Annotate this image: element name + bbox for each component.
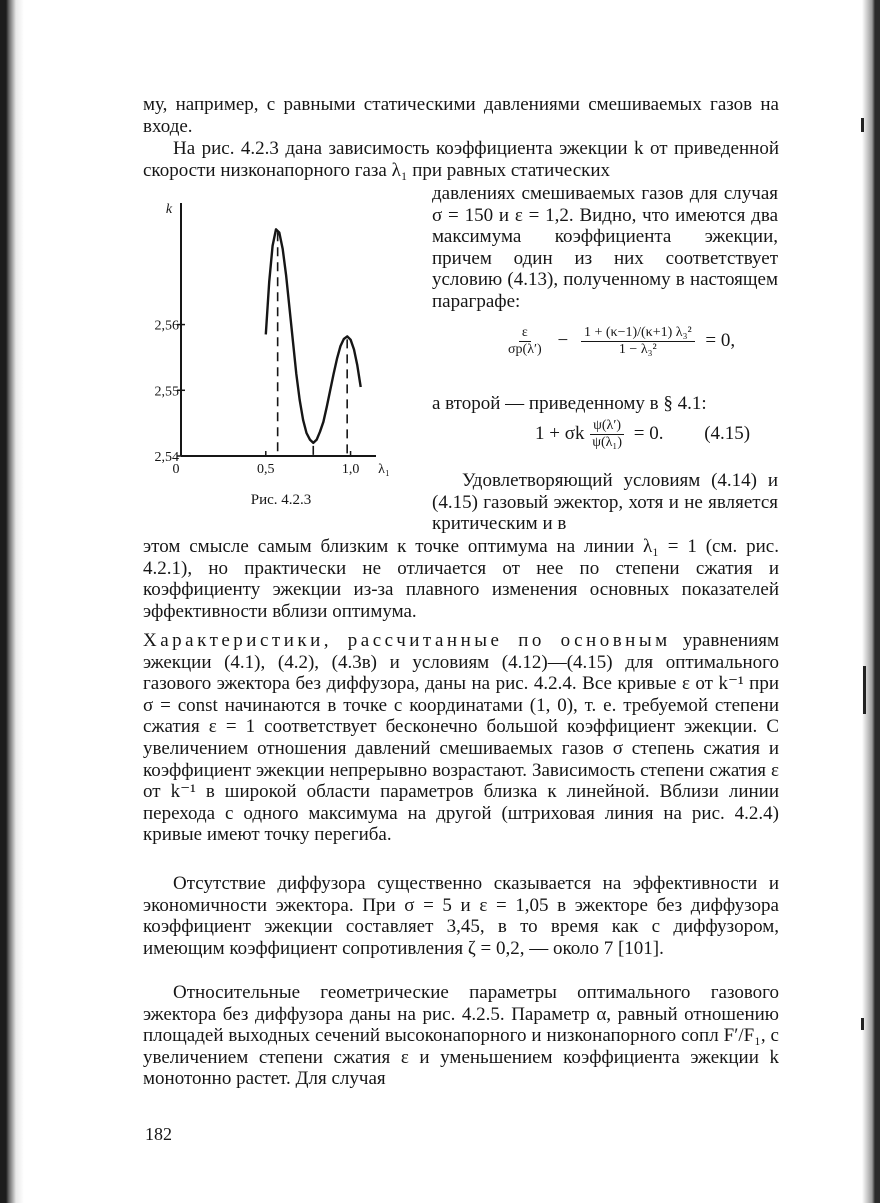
eq1-fraction-2 [581, 325, 695, 358]
paragraph-3-side: а второй — приведенному в § 4.1: [432, 393, 707, 414]
eq2-lhs: 1 + σk [535, 422, 585, 444]
y-tick-label: 2,55 [154, 384, 179, 400]
paragraph-5-spaced-lead: Характеристики, рассчитанные по основным [143, 630, 671, 651]
x-tick-label: 0,5 [257, 462, 275, 477]
y-axis-label: k [165, 202, 173, 217]
paragraph-2-side: давлениях смешиваемых газов для случая σ = 150 и ε = 1,2. Видно, что имеются два максимума коэффициента эжекции, причем один из них соответствует условию (4.13), полученному в настоящем параграфе: [432, 183, 778, 312]
x-tick-label: 0 [172, 462, 180, 477]
paragraph-7: Относительные геометрические параметры оптимального газового эжектора без диффузора даны на рис. 4.2.5. Параметр α, равный отношению площадей выходных сечений высоконапорного и низконапорного сопл F′/F₁, с увеличением степени сжатия ε и уменьшением коэффициента эжекции k монотонно растет. Для случая [143, 982, 779, 1090]
eq1-frac2-numerator: 1 + (κ−1)/(κ+1) λ₃² [581, 325, 695, 342]
scan-edge-right [852, 0, 880, 1203]
paragraph-4-full: этом смысле самым близким к точке оптимума на линии λ₁ = 1 (см. рис. 4.2.1), но практически не отличается от нее по степени сжатия и коэффициенту эжекции из-за плавного изменения основных показателей эффективности вблизи оптимума. [143, 536, 779, 622]
equation-4-14 [505, 325, 735, 358]
eq2-fraction [589, 418, 625, 451]
paragraph-4-side: Удовлетворяющий условиям (4.14) и (4.15) газовый эжектор, хотя и не является критическим и в [432, 470, 778, 535]
eq2-denominator: ψ(λ₁) [592, 435, 622, 450]
y-tick-label: 2,54 [154, 450, 179, 465]
paragraph-6: Отсутствие диффузора существенно сказывается на эффективности и экономичности эжектора. При σ = 5 и ε = 1,05 в эжекторе без диффузора коэффициент эжекции составляет 3,45, в то время как с диффузором, имеющим коэффициент сопротивления ζ = 0,2, — около 7 [101]. [143, 873, 779, 959]
page-number: 182 [145, 1124, 172, 1144]
scan-mark [863, 666, 866, 714]
equation-4-15 [535, 418, 750, 451]
paragraph-2-top: На рис. 4.2.3 дана зависимость коэффициента эжекции k от приведенной скорости низконапорного газа λ₁ при равных статических [143, 138, 779, 181]
series-curve [266, 229, 361, 443]
scan-mark [861, 118, 864, 132]
scan-mark [861, 1018, 864, 1030]
y-tick-label: 2,56 [154, 318, 179, 334]
eq2-number: (4.15) [704, 422, 751, 444]
paragraph-1: му, например, с равными статическими давлениями смешиваемых газов на входе. [143, 94, 779, 137]
eq1-fraction-1 [505, 325, 545, 358]
eq1-rhs: = 0, [705, 329, 736, 351]
eq1-frac1-denominator: σp(λ′) [508, 342, 542, 357]
figure-4-2-3 [138, 196, 422, 516]
eq1-frac1-numerator: ε [519, 325, 531, 342]
eq2-rhs: = 0. [633, 422, 664, 444]
figure-caption: Рис. 4.2.3 [250, 492, 312, 508]
eq1-minus: − [557, 329, 569, 351]
paragraph-5 [143, 630, 779, 846]
x-tick-label: 1,0 [341, 462, 360, 477]
eq2-numerator: ψ(λ′) [590, 418, 624, 435]
paragraph-5-body: уравнениям эжекции (4.1), (4.2), (4.3в) и условиям (4.12)—(4.15) для оптимального газового эжектора без диффузора, даны на рис. 4.2.4. Все кривые ε от k⁻¹ при σ = const начинаются в точке с координатами (1, 0), т. е. требуемой степени сжатия ε = 1 соответствует бесконечно большой коэффициент эжекции. С увеличением отношения давлений смешиваемых газов σ степень сжатия и коэффициент эжекции непрерывно возрастают. Зависимость степени сжатия ε от k⁻¹ в широкой области параметров близка к линейной. Вблизи линии перехода с одного максимума на другой (штриховая линия на рис. 4.2.4) кривые имеют точку перегиба. [143, 630, 780, 846]
eq1-frac2-denominator: 1 − λ₃² [618, 342, 657, 357]
x-axis-label: λ₁ [378, 462, 390, 477]
scan-edge-left [0, 0, 38, 1203]
